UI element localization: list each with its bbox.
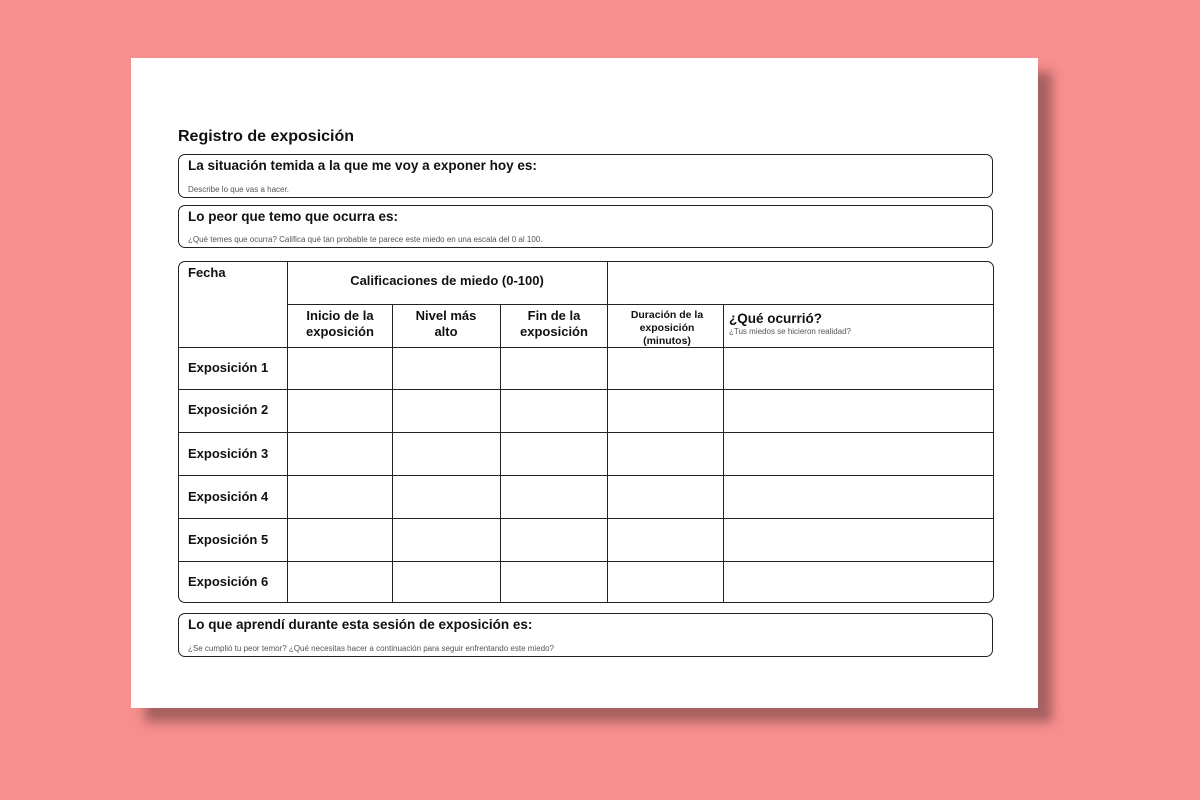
row-label: Exposición 4 xyxy=(188,489,269,504)
exposure-table xyxy=(178,261,994,603)
table-divider xyxy=(179,389,994,390)
date-header: Fecha xyxy=(188,265,226,280)
feared-situation-field[interactable] xyxy=(178,154,993,198)
start-exposure-header: Inicio de la exposición xyxy=(306,308,374,339)
feared-situation-hint: Describe lo que vas a hacer. xyxy=(188,185,289,194)
row-label: Exposición 1 xyxy=(188,360,269,375)
worst-fear-hint: ¿Qué temes que ocurra? Califica qué tan probable te parece este miedo en una escala del 0 al 100. xyxy=(188,235,543,244)
row-label: Exposición 2 xyxy=(188,402,269,417)
row-label: Exposición 6 xyxy=(188,574,269,589)
fear-ratings-header: Calificaciones de miedo (0-100) xyxy=(350,273,544,288)
outcome-header: ¿Qué ocurrió? xyxy=(729,311,823,326)
end-exposure-header: Fin de la exposición xyxy=(520,308,588,339)
table-divider xyxy=(392,304,393,603)
table-divider xyxy=(179,347,994,348)
table-divider xyxy=(287,304,994,305)
page-title: Registro de exposición xyxy=(178,128,355,145)
table-divider xyxy=(179,518,994,519)
worksheet-page xyxy=(131,58,1038,708)
feared-situation-label: La situación temida a la que me voy a exponer hoy es: xyxy=(188,158,537,173)
learned-hint: ¿Se cumplió tu peor temor? ¿Qué necesitas hacer a continuación para seguir enfrentando este miedo? xyxy=(188,644,554,653)
row-label: Exposición 3 xyxy=(188,446,269,461)
outcome-hint: ¿Tus miedos se hicieron realidad? xyxy=(729,327,851,336)
worst-fear-field[interactable] xyxy=(178,205,993,248)
table-divider xyxy=(500,304,501,603)
row-label: Exposición 5 xyxy=(188,532,269,547)
learned-field[interactable] xyxy=(178,613,993,657)
table-divider xyxy=(179,432,994,433)
peak-level-header: Nivel más alto xyxy=(415,308,477,339)
table-divider xyxy=(179,561,994,562)
learned-label: Lo que aprendí durante esta sesión de exposición es: xyxy=(188,617,533,632)
table-divider xyxy=(179,475,994,476)
worst-fear-label: Lo peor que temo que ocurra es: xyxy=(188,209,399,224)
table-divider xyxy=(723,304,724,603)
duration-header: Duración de la exposición (minutos) xyxy=(630,309,704,347)
